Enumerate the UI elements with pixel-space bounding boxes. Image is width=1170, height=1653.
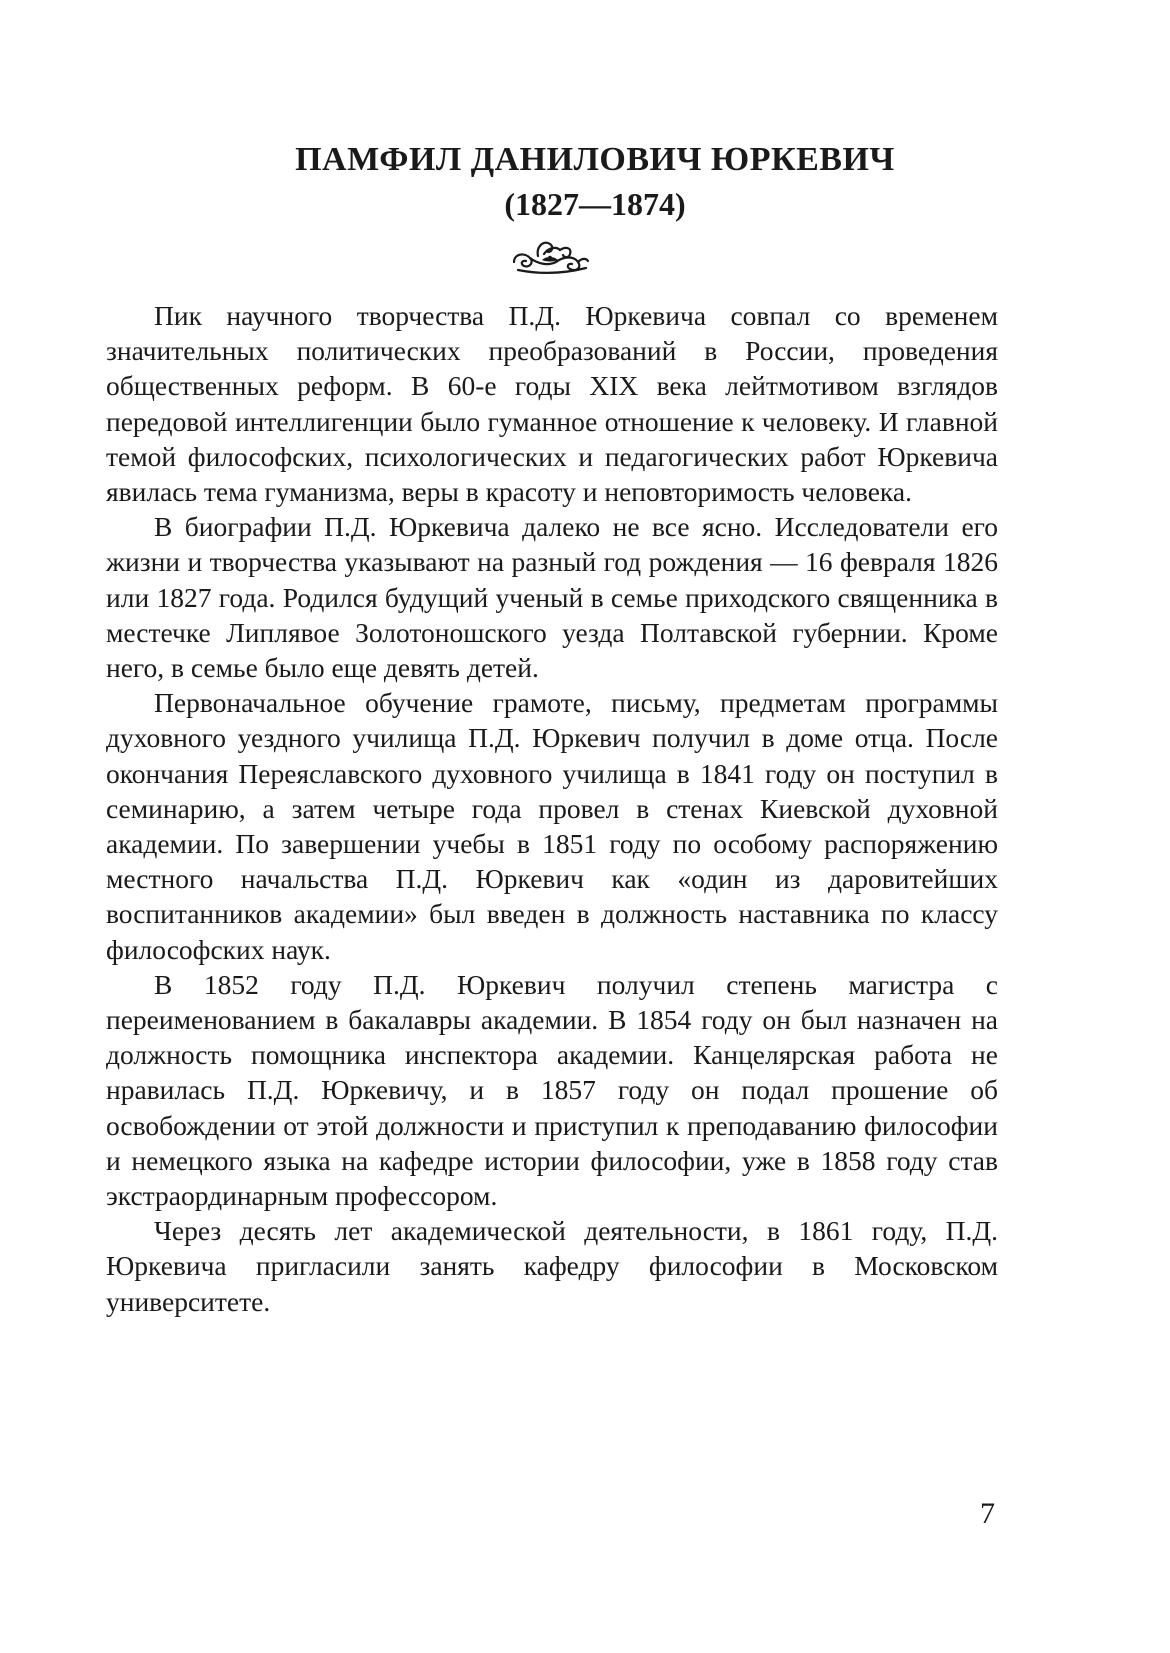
article-body bbox=[106, 298, 998, 1319]
paragraph: Первоначальное обучение грамоте, письму, предметам программы духовного уездного училища П.Д. Юркевич получил в доме отца. После окончания Переяславского духовного училища в 1841 году он поступил в семинарию, а затем четыре года провел в стенах Киевской духовной академии. По завершении учебы в 1851 году по особому распоряжению местного начальства П.Д. Юркевич как «один из даровитейших воспитанников академии» был введен в должность наставника по классу философских наук. bbox=[106, 687, 998, 965]
chapter-years: (1827—1874) bbox=[504, 186, 686, 222]
paragraph: В биографии П.Д. Юркевича далеко не все ясно. Исследователи его жизни и творчества указывают на разный год рождения — 16 февраля 1826 или 1827 года. Родился будущий ученый в семье приходского священника в местечке Липлявое Золотоношского уезда Полтавской губернии. Кроме него, в семье было еще девять детей. bbox=[106, 511, 998, 684]
paragraph: В 1852 году П.Д. Юркевич получил степень магистра с переименованием в бакалавры академии. В 1854 году он был назначен на должность помощника инспектора академии. Канцелярская работа не нравилась П.Д. Юркевичу, и в 1857 году он подал прошение об освобождении от этой должности и приступил к преподаванию философии и немецкого языка на кафедре истории философии, уже в 1858 году став экстраординарным профессором. bbox=[106, 968, 998, 1212]
paragraph: Пик научного творчества П.Д. Юркевича совпал со временем значительных политических преобразований в России, проведения общественных реформ. В 60-е годы XIX века лейтмотивом взглядов передовой интеллигенции было гуманное отношение к человеку. И главной темой философских, психологических и педагогических работ Юркевича явилась тема гуманизма, веры в красоту и неповторимость человека. bbox=[106, 300, 998, 508]
paragraph: Через десять лет академической деятельности, в 1861 году, П.Д. Юркевича пригласили занять кафедру философии в Московском университете. bbox=[106, 1215, 998, 1317]
chapter-title: ПАМФИЛ ДАНИЛОВИЧ ЮРКЕВИЧ bbox=[295, 141, 895, 178]
chapter-heading bbox=[0, 138, 1170, 226]
floral-ornament-icon bbox=[508, 234, 592, 276]
page-number: 7 bbox=[980, 1497, 995, 1530]
